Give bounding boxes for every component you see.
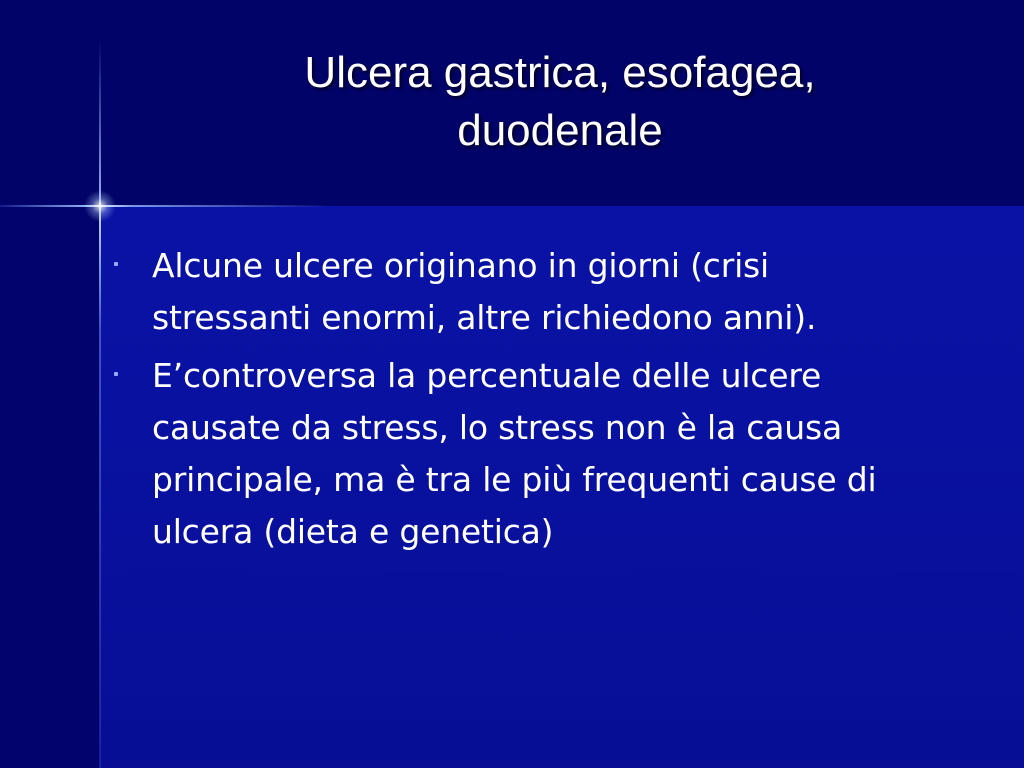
bullet-line: ulcera (dieta e genetica) [152, 512, 554, 551]
bullet-item [110, 240, 990, 344]
bullet-text [152, 240, 990, 344]
bullet-line: causate da stress, lo stress non è la causa [152, 408, 843, 447]
bullet-line: principale, ma è tra le più frequenti cause di [152, 460, 877, 499]
bullet-line: Alcune ulcere originano in giorni (crisi [152, 246, 770, 285]
bullet-list [110, 240, 990, 564]
decorative-horizontal-line [0, 205, 330, 207]
bullet-marker-icon [114, 372, 118, 376]
bullet-text [152, 350, 990, 558]
slide-title [130, 44, 990, 160]
left-band [0, 206, 100, 768]
decorative-vertical-line [99, 40, 101, 768]
sparkle-icon [84, 190, 116, 222]
bullet-line: E’controversa la percentuale delle ulcere [152, 356, 822, 395]
bullet-item [110, 350, 990, 558]
bullet-marker-icon [114, 262, 118, 266]
bullet-line: stressanti enormi, altre richiedono anni). [152, 298, 817, 337]
slide-title-line: Ulcera gastrica, esofagea, [304, 48, 816, 97]
slide-title-line: duodenale [457, 106, 663, 155]
